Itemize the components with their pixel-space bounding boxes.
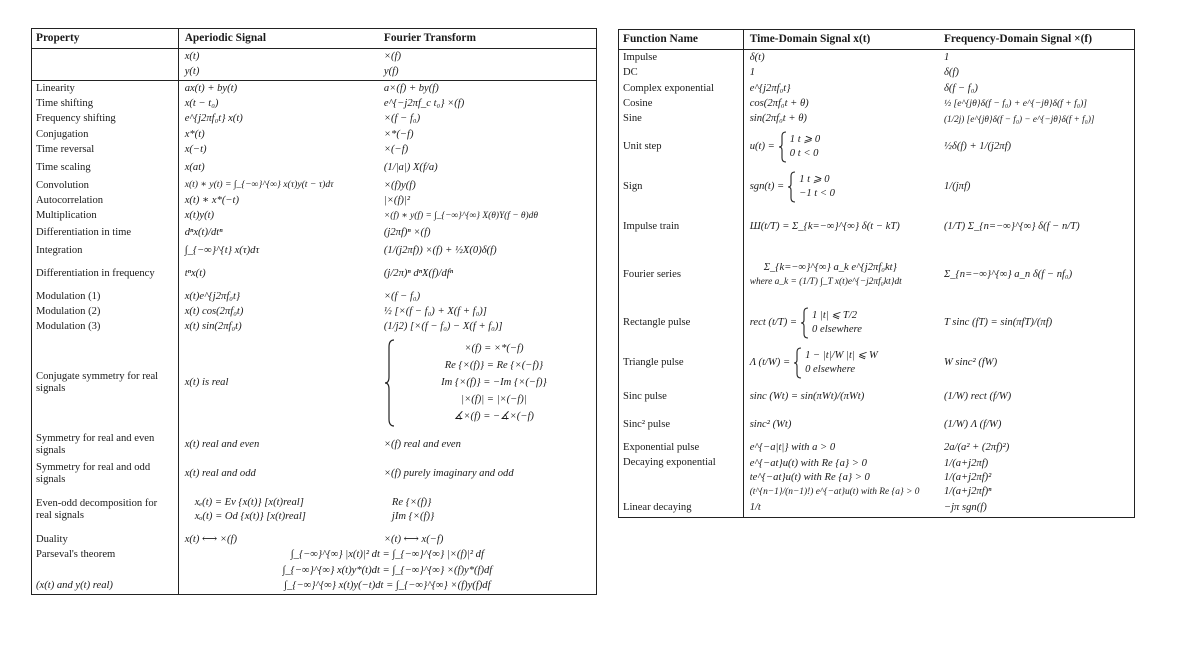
function-name-cell: Complex exponential [619, 81, 744, 96]
table-row [32, 320, 597, 335]
table-row [32, 304, 597, 319]
parseval-row [32, 547, 597, 562]
transform-cell [380, 488, 597, 532]
function-name-cell: Unit step [619, 127, 744, 167]
time-cell: sinc² (Wt) [749, 419, 792, 431]
time-cell: 1 [749, 67, 755, 79]
signal-cell: x(t − t₀) [184, 97, 219, 109]
parseval-row [32, 563, 597, 578]
function-name-cell: DC [619, 65, 744, 80]
function-name-cell: Sinc² pulse [619, 411, 744, 439]
property-cell: (x(t) and y(t) real) [32, 578, 179, 594]
time-cell: e^{−a|t|} with a > 0 [749, 442, 836, 454]
decaying-freq-line: 1/(a+j2πf) [943, 457, 989, 469]
signal-cell: tⁿx(t) [184, 268, 206, 280]
property-cell: Integration [32, 242, 179, 260]
time-cell [743, 127, 940, 167]
property-cell: Differentiation in frequency [32, 260, 179, 289]
even-transform-line: Re {×(f)} [391, 497, 432, 509]
property-cell: Time scaling [32, 158, 179, 178]
property-cell: Differentiation in time [32, 224, 179, 242]
decaying-exponential-row [619, 457, 1135, 499]
table-row [32, 289, 597, 304]
case-line: 1 t ⩾ 0 [799, 173, 830, 185]
header-frequency-domain: Frequency-Domain Signal ×(f) [940, 30, 1135, 50]
decaying-freq-line: 1/(a+j2πf)ⁿ [943, 485, 992, 497]
table-row [619, 96, 1135, 111]
signal-cell: e^{j2πf₀t} x(t) [184, 113, 243, 125]
function-name-cell: Decaying exponential [619, 457, 744, 499]
left-brace-icon [778, 131, 787, 163]
parseval-row [32, 578, 597, 594]
table-row [32, 260, 597, 289]
conjugate-line: ∡×(f) = −∡×(−f) [453, 411, 534, 423]
conjugate-symmetry-row [32, 335, 597, 430]
table-row [32, 64, 597, 80]
transform-cell: ×(f) real and even [380, 430, 597, 459]
freq-cell [940, 457, 1135, 499]
case-line: 1 |t| ⩽ T/2 [812, 309, 858, 321]
left-brace-icon [384, 339, 396, 427]
table-row [32, 193, 597, 208]
table-row [32, 242, 597, 260]
transform-cell: (1/|a|) X(f/a) [380, 158, 597, 178]
signal-cell: x(t) ⟷ ×(f) [184, 533, 238, 545]
freq-cell: Σ_{n=−∞}^{∞} a_n δ(f − nf₀) [940, 247, 1135, 303]
piecewise-lhs: rect (t/T) = [749, 317, 798, 329]
time-cell: δ(t) [749, 51, 765, 63]
case-line: 0 elsewhere [805, 363, 856, 375]
piecewise-lhs: Λ (t/W) = [749, 357, 791, 369]
time-cell: e^{j2πf₀t} [749, 82, 791, 94]
even-odd-row [32, 488, 597, 532]
time-cell [743, 247, 940, 303]
transform-cell: ½ [×(f − f₀) + X(f + f₀)] [380, 304, 597, 319]
decaying-line: e^{−at}u(t) with Re {a} > 0 [749, 457, 867, 469]
transform-cell: ×(f)y(f) [380, 178, 597, 193]
transform-cell: ×(−f) [380, 142, 597, 157]
unit-step-row [619, 127, 1135, 167]
left-brace-icon [800, 307, 809, 339]
transform-cell: ×*(−f) [380, 127, 597, 142]
case-line: −1 t < 0 [799, 187, 835, 199]
function-name-cell: Sign [619, 167, 744, 207]
time-cell: 1/t [749, 502, 761, 514]
freq-cell: T sinc (fT) = sin(πfT)/(πf) [940, 303, 1135, 343]
property-cell: Frequency shifting [32, 112, 179, 127]
signal-cell: x(t)e^{j2πf₀t} [184, 290, 241, 302]
signal-cell: x(at) [184, 161, 205, 173]
transform-cell: e^{−j2πf_c t₀} ×(f) [380, 96, 597, 111]
table-row [32, 430, 597, 459]
property-cell: Linearity [32, 80, 179, 96]
piecewise-lhs: u(t) = [749, 141, 775, 153]
property-cell: Modulation (3) [32, 320, 179, 335]
freq-cell: 2a/(a² + (2πf)²) [940, 439, 1135, 457]
function-name-cell: Linear decaying [619, 499, 744, 518]
header-aperiodic-signal: Aperiodic Signal [184, 32, 267, 45]
transform-cell: ×(f) [380, 49, 597, 65]
rect-pulse-row [619, 303, 1135, 343]
series-line: Σ_{k=−∞}^{∞} a_k e^{j2πf₀kt} [763, 261, 897, 273]
property-cell: Parseval's theorem [32, 547, 179, 562]
table-row [32, 96, 597, 111]
signal-cell: x(t) ∗ x*(−t) [184, 194, 240, 206]
function-name-cell: Impulse train [619, 207, 744, 247]
table-row [32, 127, 597, 142]
signal-cell: x(t) cos(2πf₀t) [184, 306, 244, 318]
signal-cell: x(t) real and even [184, 438, 260, 450]
parseval-line: ∫_{−∞}^{∞} x(t)y(−t)dt = ∫_{−∞}^{∞} ×(f)y(f)df [178, 578, 596, 594]
parseval-line: ∫_{−∞}^{∞} |x(t)|² dt = ∫_{−∞}^{∞} |×(f)|² df [178, 547, 596, 562]
even-part-line: xₑ(t) = Ev {x(t)} [x(t)real] [194, 497, 304, 509]
table-row [619, 50, 1135, 66]
table-row [619, 499, 1135, 518]
signal-cell: y(t) [184, 66, 200, 78]
transform-cell: ×(f − f₀) [380, 112, 597, 127]
transform-cell: ×(f) ∗ y(f) = ∫_{−∞}^{∞} X(θ)Y(f − θ)dθ [380, 209, 597, 224]
freq-cell: ½ [e^{jθ}δ(f − f₀) + e^{−jθ}δ(f + f₀)] [940, 96, 1135, 111]
table-row [619, 439, 1135, 457]
function-name-cell: Exponential pulse [619, 439, 744, 457]
case-line: 1 − |t|/W |t| ⩽ W [805, 349, 878, 361]
signal-cell [178, 488, 380, 532]
function-name-cell: Sinc pulse [619, 383, 744, 411]
fourier-properties-table [31, 28, 597, 595]
property-cell: Symmetry for real and even signals [32, 430, 179, 459]
freq-cell: 1/(jπf) [940, 167, 1135, 207]
transform-cell: ×(t) ⟷ x(−f) [380, 532, 597, 547]
table-row [32, 532, 597, 547]
piecewise-lhs: sgn(t) = [749, 181, 785, 193]
case-line: 0 elsewhere [812, 323, 862, 335]
function-name-cell: Sine [619, 112, 744, 127]
table-row [619, 81, 1135, 96]
function-name-cell: Fourier series [619, 247, 744, 303]
property-cell: Conjugation [32, 127, 179, 142]
table-row [32, 224, 597, 242]
freq-cell: W sinc² (fW) [940, 343, 1135, 383]
table-row [619, 383, 1135, 411]
transform-cell: (j2πf)ⁿ ×(f) [380, 224, 597, 242]
function-name-cell: Impulse [619, 50, 744, 66]
table-row [32, 209, 597, 224]
sign-row [619, 167, 1135, 207]
table-row [32, 158, 597, 178]
transform-cell: |×(f)|² [380, 193, 597, 208]
parseval-line: ∫_{−∞}^{∞} x(t)y*(t)dt = ∫_{−∞}^{∞} ×(f)y*(f)df [178, 563, 596, 578]
table-row [32, 80, 597, 96]
signal-cell: x(t) [184, 50, 200, 62]
time-cell: sinc (Wt) = sin(πWt)/(πWt) [749, 391, 865, 403]
freq-cell: (1/W) Λ (f/W) [940, 411, 1135, 439]
transform-cell: y(f) [380, 64, 597, 80]
time-cell [743, 343, 940, 383]
property-cell: Time reversal [32, 142, 179, 157]
odd-transform-line: jIm {×(f)} [391, 511, 435, 523]
signal-cell: x*(t) [184, 128, 205, 140]
header-function-name: Function Name [619, 30, 744, 50]
header-time-domain: Time-Domain Signal x(t) [749, 33, 871, 46]
signal-cell: x(t)y(t) [184, 210, 215, 222]
header-fourier-transform: Fourier Transform [380, 29, 597, 49]
transform-cell: a×(f) + by(f) [380, 80, 597, 96]
function-name-cell: Triangle pulse [619, 343, 744, 383]
time-cell [743, 457, 940, 499]
decaying-freq-line: 1/(a+j2πf)² [943, 471, 992, 483]
case-line: 1 t ⩾ 0 [789, 133, 821, 145]
freq-cell: δ(f − f₀) [940, 81, 1135, 96]
signal-cell: dⁿx(t)/dtⁿ [184, 226, 223, 238]
property-cell: Conjugate symmetry for real signals [32, 335, 179, 430]
freq-cell: (1/T) Σ_{n=−∞}^{∞} δ(f − n/T) [940, 207, 1135, 247]
table-row [32, 49, 597, 65]
conjugate-line: Im {×(f)} = −Im {×(−f)} [441, 377, 547, 389]
left-brace-icon [793, 347, 802, 379]
table-row [619, 112, 1135, 127]
decaying-line: te^{−at}u(t) with Re {a} > 0 [749, 471, 870, 483]
table-row [32, 459, 597, 488]
case-line: 0 t < 0 [789, 147, 819, 159]
function-name-cell: Rectangle pulse [619, 303, 744, 343]
property-cell: Modulation (1) [32, 289, 179, 304]
property-cell: Modulation (2) [32, 304, 179, 319]
freq-cell: (1/W) rect (f/W) [940, 383, 1135, 411]
table-row [32, 178, 597, 193]
property-cell: Duality [32, 532, 179, 547]
signal-cell: x(t) is real [184, 376, 229, 388]
fourier-series-row [619, 247, 1135, 303]
impulse-train-row [619, 207, 1135, 247]
property-cell: Even-odd decomposition for real signals [32, 488, 179, 532]
table-row [619, 65, 1135, 80]
time-cell: Ш(t/T) = Σ_{k=−∞}^{∞} δ(t − kT) [749, 221, 900, 233]
table-row [619, 411, 1135, 439]
conjugate-system-cell [380, 335, 597, 430]
time-cell: cos(2πf₀t + θ) [749, 97, 809, 109]
time-cell: sin(2πf₀t + θ) [749, 113, 807, 125]
signal-cell: x(t) ∗ y(t) = ∫_{−∞}^{∞} x(τ)y(t − τ)dτ [184, 179, 334, 191]
property-cell: Convolution [32, 178, 179, 193]
property-cell: Time shifting [32, 96, 179, 111]
conjugate-line: ×(f) = ×*(−f) [464, 343, 524, 355]
series-coefficient-line: where a_k = (1/T) ∫_T x(t)e^{−j2πf₀kt}dt [749, 276, 902, 287]
header-property: Property [32, 29, 179, 49]
property-cell: Autocorrelation [32, 193, 179, 208]
conjugate-line: Re {×(f)} = Re {×(−f)} [444, 360, 544, 372]
function-name-cell: Cosine [619, 96, 744, 111]
odd-part-line: xₒ(t) = Od {x(t)} [x(t)real] [194, 511, 306, 523]
table-row [32, 142, 597, 157]
table-header-row [619, 30, 1135, 50]
transform-cell: (j/2π)ⁿ dⁿX(f)/dfⁿ [380, 260, 597, 289]
table-header-row [32, 29, 597, 49]
time-cell [743, 167, 940, 207]
conjugate-line: |×(f)| = |×(−f)| [461, 394, 527, 406]
signal-cell: x(−t) [184, 144, 207, 156]
decaying-line: (t^{n−1}/(n−1)!) e^{−at}u(t) with Re {a} > 0 [749, 486, 920, 497]
signal-cell: x(t) sin(2πf₀t) [184, 321, 242, 333]
table-row [32, 112, 597, 127]
freq-cell: −jπ sgn(f) [940, 499, 1135, 518]
freq-cell: (1/2j) [e^{jθ}δ(f − f₀) − e^{−jθ}δ(f + f₀)] [940, 112, 1135, 127]
signal-cell: ax(t) + by(t) [184, 82, 238, 94]
transform-cell: ×(f − f₀) [380, 289, 597, 304]
freq-cell: 1 [940, 50, 1135, 66]
fourier-pairs-table [618, 29, 1135, 518]
property-cell: Symmetry for real and odd signals [32, 459, 179, 488]
time-cell [743, 303, 940, 343]
freq-cell: ½δ(f) + 1/(j2πf) [940, 127, 1135, 167]
property-cell: Multiplication [32, 209, 179, 224]
signal-cell: x(t) real and odd [184, 467, 256, 479]
triangle-pulse-row [619, 343, 1135, 383]
transform-cell: (1/j2) [×(f − f₀) − X(f + f₀)] [380, 320, 597, 335]
signal-cell: ∫_{−∞}^{t} x(τ)dτ [184, 244, 260, 256]
transform-cell: ×(f) purely imaginary and odd [380, 459, 597, 488]
transform-cell: (1/(j2πf)) ×(f) + ½X(0)δ(f) [380, 242, 597, 260]
freq-cell: δ(f) [940, 65, 1135, 80]
left-brace-icon [787, 171, 796, 203]
